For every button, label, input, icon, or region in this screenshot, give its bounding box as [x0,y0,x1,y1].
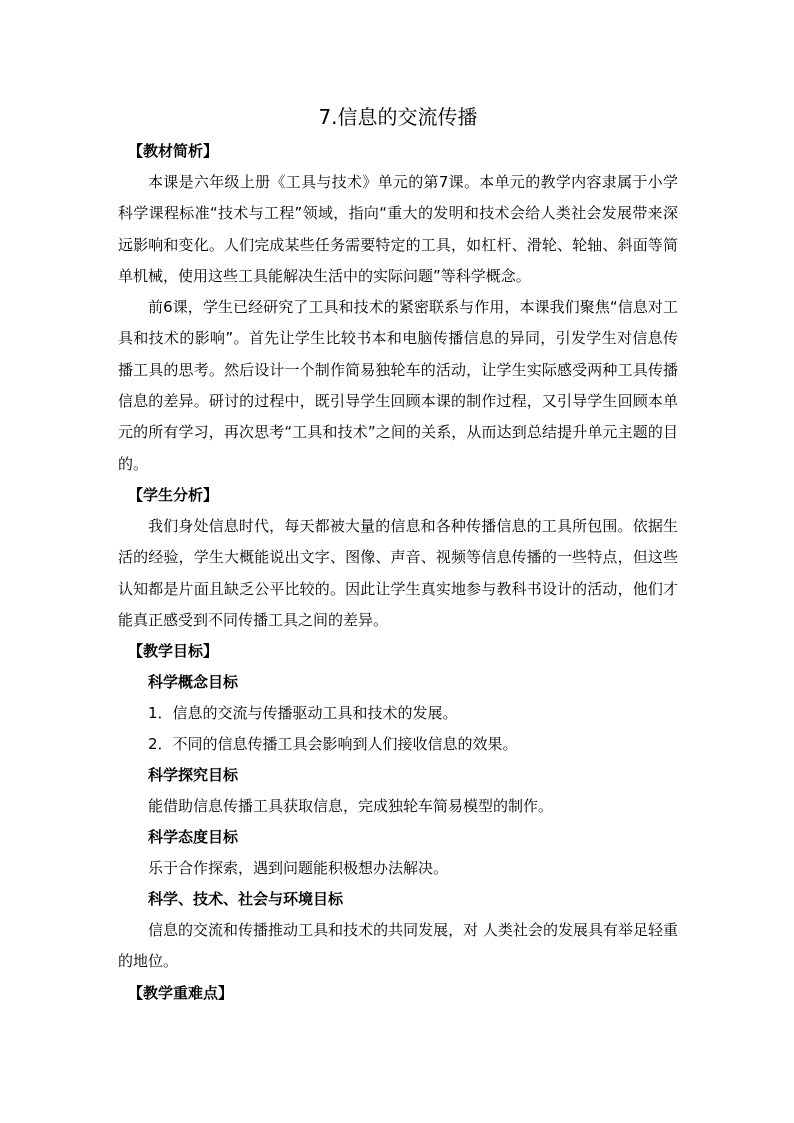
section-heading: 【学生分析】 [128,485,219,504]
goal-line: 能借助信息传播工具获取信息，完成独轮车简易模型的制作。 [148,797,554,816]
section-teaching-goals [118,636,678,978]
section-key-difficulties [118,978,678,1009]
goal-paragraph: 信息的交流和传播推动工具和技术的共同发展，对 人类社会的发展具有举足轻重的地位。 [118,921,678,971]
document-page [118,100,678,1009]
section-heading: 【教学重难点】 [128,983,234,1002]
document-title: 7.信息的交流传播 [318,105,478,129]
goal-subheading: 科学概念目标 [148,673,239,692]
goal-line: 2．不同的信息传播工具会影响到人们接收信息的效果。 [148,735,518,754]
section-heading: 【教材简析】 [128,142,219,160]
section-student-analysis [118,480,678,636]
goal-line: 1．信息的交流与传播驱动工具和技术的发展。 [148,704,458,723]
goal-subheading: 科学探究目标 [148,766,239,785]
body-paragraph: 我们身处信息时代，每天都被大量的信息和各种传播信息的工具所包围。依据生活的经验，学生大概能说出文字、图像、声音、视频等信息传播的一些特点，但这些认知都是片面且缺乏公平比较的。因此让学生真实地参与教科书设计的活动，他们才能真正感受到不同传播工具之间的差异。 [118,516,678,629]
section-textbook-analysis [118,136,678,480]
goal-subheading: 科学、技术、社会与环境目标 [148,890,344,909]
section-heading: 【教学目标】 [128,642,219,661]
goal-line: 乐于合作探索，遇到问题能积极想办法解决。 [148,859,449,878]
goal-subheading: 科学态度目标 [148,828,239,847]
body-paragraph: 前6课，学生已经研究了工具和技术的紧密联系与作用，本课我们聚焦“信息对工具和技术的影响”。首先让学生比较书本和电脑传播信息的异同，引发学生对信息传播工具的思考。然后设计一个制作简易独轮车的活动，让学生实际感受两种工具传播信息的差异。研讨的过程中，既引导学生回顾本课的制作过程，又引导学生回顾本单元的所有学习，再次思考“工具和技术”之间的关系，从而达到总结提升单元主题的目的。 [118,298,678,473]
body-paragraph: 本课是六年级上册《工具与技术》单元的第7课。本单元的教学内容隶属于小学科学课程标准“技术与工程”领域，指向“重大的发明和技术会给人类社会发展带来深远影响和变化。人们完成某些任务需要特定的工具，如杠杆、滑轮、轮轴、斜面等简单机械，使用这些工具能解决生活中的实际问题”等科学概念。 [118,173,678,285]
